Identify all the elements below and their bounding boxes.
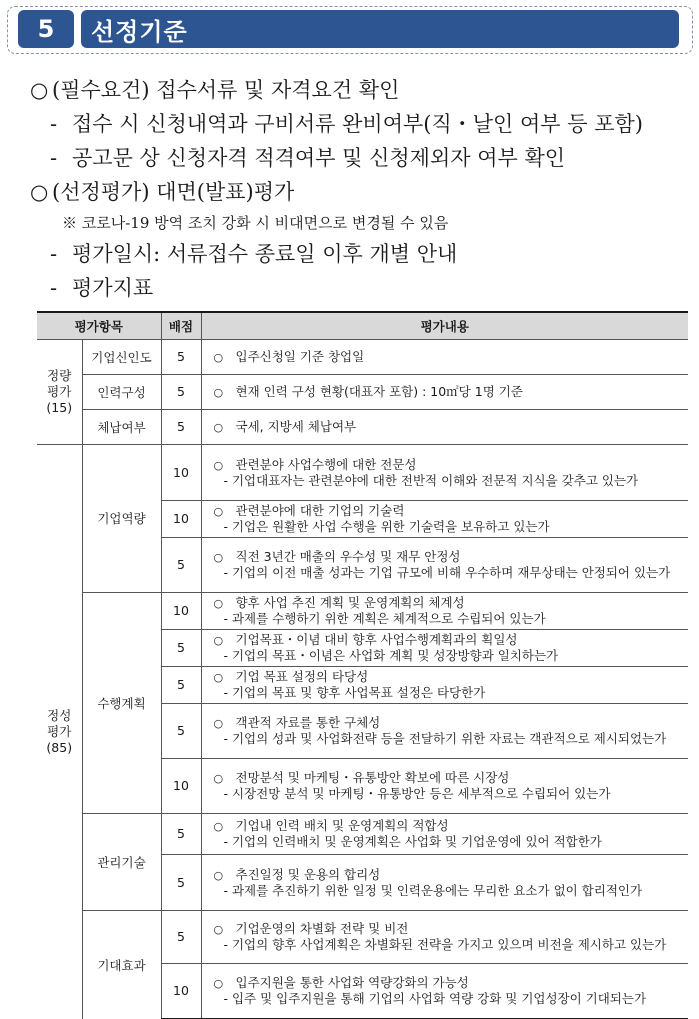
score-cell: 5	[161, 666, 201, 703]
table-row	[37, 910, 688, 963]
table-header-row	[37, 312, 688, 339]
score-cell: 10	[161, 963, 201, 1019]
item-label: 기대효과	[82, 910, 161, 1019]
content-cell: ○ 직전 3년간 매출의 우수성 및 재무 안정성 - 기업의 이전 매출 성과는 기업 규모에 비해 우수하며 재무상태는 안정되어 있는가	[201, 537, 688, 592]
score-cell: 5	[161, 703, 201, 758]
score-cell: 10	[161, 500, 201, 537]
circle-bullet-icon: ○	[30, 180, 49, 204]
category-qualitative: 정성 평가 (85)	[37, 444, 82, 1019]
section-title: 선정기준	[81, 10, 679, 48]
content-cell: ○ 추진일정 및 운용의 합리성 - 과제를 추진하기 위한 일정 및 인력운용에는 무리한 요소가 없이 합리적인가	[201, 854, 688, 910]
content-cell: ○ 전망분석 및 마케팅・유통방안 확보에 따른 시장성 - 시장전망 분석 및 마케팅・유통방안 등은 세부적으로 수립되어 있는가	[201, 758, 688, 813]
score-cell: 5	[161, 537, 201, 592]
score-cell: 10	[161, 592, 201, 629]
table-row	[37, 339, 688, 374]
score-cell: 5	[161, 339, 201, 374]
content-cell: ○ 현재 인력 구성 현황(대표자 포함) : 10㎡당 1명 기준	[201, 374, 688, 409]
section-number: 5	[18, 10, 74, 48]
requirement-item-1: - 접수 시 신청내역과 구비서류 완비여부(직・날인 여부 등 포함)	[50, 112, 643, 136]
score-cell: 5	[161, 409, 201, 444]
header-evaluation-content: 평가내용	[201, 312, 688, 339]
score-cell: 10	[161, 758, 201, 813]
content-cell: ○ 향후 사업 추진 계획 및 운영계획의 체계성 - 과제를 수행하기 위한 계획은 체계적으로 수립되어 있는가	[201, 592, 688, 629]
score-cell: 5	[161, 910, 201, 963]
content-cell: ○ 관련분야에 대한 기업의 기술력 - 기업은 원활한 사업 수행을 위한 기술력을 보유하고 있는가	[201, 500, 688, 537]
requirement-heading: ○ (필수요건) 접수서류 및 자격요건 확인	[30, 78, 400, 102]
header-evaluation-item: 평가항목	[37, 312, 161, 339]
evaluation-date: - 평가일시: 서류접수 종료일 이후 개별 안내	[50, 242, 458, 266]
content-cell: ○ 입주지원을 통한 사업화 역량강화의 가능성 - 입주 및 입주지원을 통해 기업의 사업화 역량 강화 및 기업성장이 기대되는가	[201, 963, 688, 1019]
item-label: 기업역량	[82, 444, 161, 592]
evaluation-table	[37, 311, 688, 1019]
content-cell: ○ 기업내 인력 배치 및 운영계획의 적합성 - 기업의 인력배치 및 운영계획은 사업화 및 기업운영에 있어 적합한가	[201, 813, 688, 854]
score-cell: 10	[161, 444, 201, 500]
content-cell: ○ 기업목표・이념 대비 향후 사업수행계획과의 획일성 - 기업의 목표・이념은 사업화 계획 및 성장방향과 일치하는가	[201, 629, 688, 666]
circle-bullet-icon: ○	[30, 78, 49, 102]
item-label: 기업신인도	[82, 339, 161, 374]
content-cell: ○ 기업운영의 차별화 전략 및 비전 - 기업의 향후 사업계획은 차별화된 전략을 가지고 있으며 비전을 제시하고 있는가	[201, 910, 688, 963]
content-cell: ○ 국세, 지방세 체납여부	[201, 409, 688, 444]
table-row	[37, 444, 688, 500]
covid-note: ※ 코로나-19 방역 조치 강화 시 비대면으로 변경될 수 있음	[62, 214, 449, 232]
content-cell: ○ 관련분야 사업수행에 대한 전문성 - 기업대표자는 관련분야에 대한 전반적 이해와 전문적 지식을 갖추고 있는가	[201, 444, 688, 500]
score-cell: 5	[161, 813, 201, 854]
item-label: 체납여부	[82, 409, 161, 444]
requirement-item-2: - 공고문 상 신청자격 적격여부 및 신청제외자 여부 확인	[50, 146, 566, 170]
evaluation-index-label: - 평가지표	[50, 276, 154, 300]
table-row	[37, 813, 688, 854]
item-label: 인력구성	[82, 374, 161, 409]
evaluation-heading: ○ (선정평가) 대면(발표)평가	[30, 180, 295, 204]
score-cell: 5	[161, 629, 201, 666]
score-cell: 5	[161, 854, 201, 910]
content-cell: ○ 입주신청일 기준 창업일	[201, 339, 688, 374]
content-cell: ○ 기업 목표 설정의 타당성 - 기업의 목표 및 향후 사업목표 설정은 타당한가	[201, 666, 688, 703]
table-row	[37, 409, 688, 444]
table-row	[37, 592, 688, 629]
table-row	[37, 374, 688, 409]
item-label: 관리기술	[82, 813, 161, 910]
score-cell: 5	[161, 374, 201, 409]
content-cell: ○ 객관적 자료를 통한 구체성 - 기업의 성과 및 사업화전략 등을 전달하기 위한 자료는 객관적으로 제시되었는가	[201, 703, 688, 758]
category-quantitative: 정량 평가 (15)	[37, 339, 82, 444]
item-label: 수행계획	[82, 592, 161, 813]
header-score: 배점	[161, 312, 201, 339]
